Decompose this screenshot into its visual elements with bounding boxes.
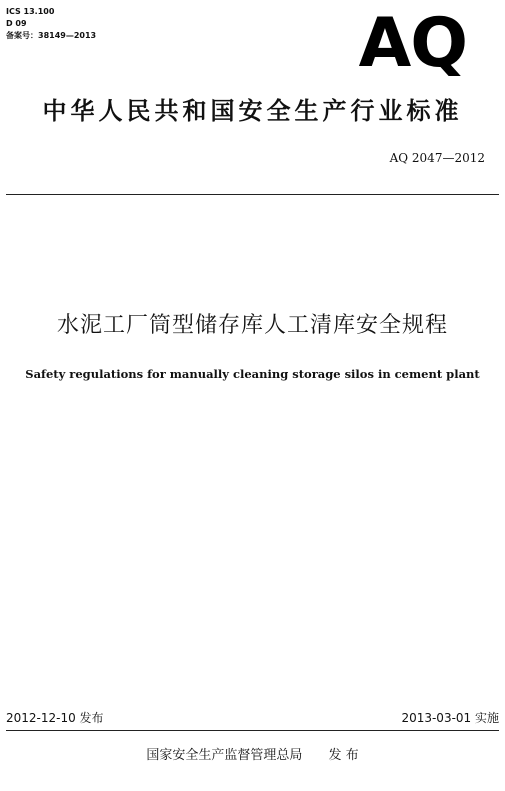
- document-title-chinese: 水泥工厂筒型储存库人工清库安全规程: [56, 313, 448, 338]
- ics-code: ICS 13.100: [6, 7, 55, 16]
- industry-standard-title: 中华人民共和国安全生产行业标准: [42, 97, 463, 125]
- implementation-date: 2013-03-01 实施: [401, 711, 499, 725]
- document-meta: [6, 6, 96, 42]
- filing-number: 备案号：38149—2013: [6, 31, 97, 40]
- ccs-code: D 09: [6, 19, 27, 28]
- top-divider: [6, 194, 499, 195]
- issue-date: 2012-12-10 发布: [6, 711, 104, 725]
- document-title-english: Safety regulations for manually cleaning storage silos in cement plant: [25, 367, 480, 381]
- publisher-name: 国家安全生产监督管理总局: [146, 748, 303, 763]
- aq-logo: AQ: [358, 4, 467, 83]
- publisher-action: 发 布: [328, 748, 359, 763]
- publisher-line: [0, 746, 505, 766]
- bottom-divider: [6, 730, 499, 731]
- standard-number: AQ 2047—2012: [389, 151, 485, 165]
